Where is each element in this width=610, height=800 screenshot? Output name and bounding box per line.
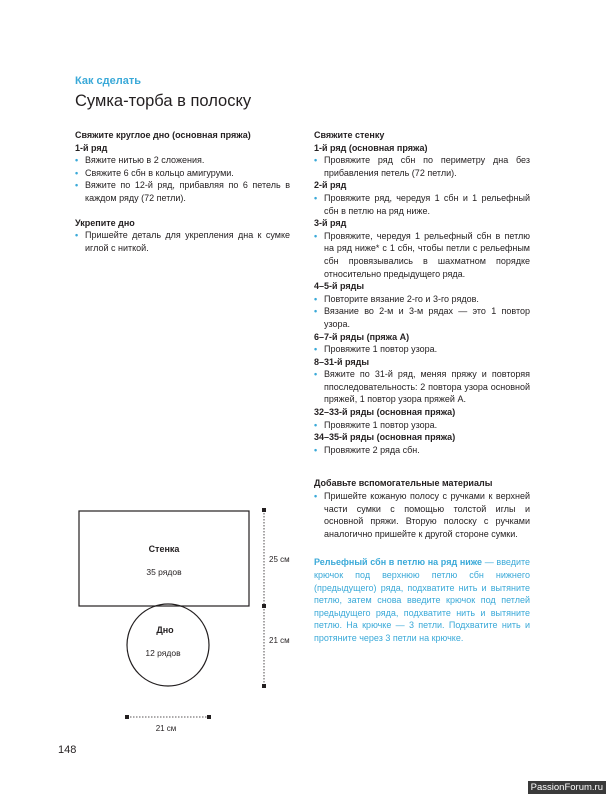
wall-label: Стенка: [148, 544, 180, 554]
bottom-rows: 12 рядов: [145, 648, 181, 658]
section-heading: 1-й ряд (основная пряжа): [314, 142, 428, 153]
list-item: • Пришейте деталь для укрепления дна к сумке иглой с ниткой.: [75, 229, 290, 254]
dim-marker: [262, 604, 266, 608]
list-item: • Провяжите 1 повтор узора.: [314, 419, 530, 432]
list-item: • Провяжите ряд, чередуя 1 сбн и 1 рельефный сбн в петлю на ряд ниже.: [314, 192, 530, 217]
page-title: Сумка-торба в полоску: [75, 92, 252, 110]
tip-text: — введите крючок под верхнюю петлю сбн нижнего (предыдущего) ряда, подхватите нить и вытяните петлю, затем снова введите крючок под петлей предыдущего ряда, подхватите нить и вытяните петлю. На крючке — 3 петли. Подхватите нить и протяните через 3 петли на крючке.: [314, 557, 531, 643]
section-heading: 3-й ряд: [314, 218, 347, 229]
bottom-circle: [127, 604, 209, 686]
section-heading: 34–35-й ряды (основная пряжа): [314, 432, 456, 443]
list-item: • Вяжите по 31-й ряд, меняя пряжу и повторяя ппоследовательность: 2 повтора узора основной пряжей, 1 повтор узора пряжей А.: [314, 368, 530, 406]
section-heading: 32–33-й ряды (основная пряжа): [314, 407, 456, 418]
wall-heading: Свяжите стенку: [314, 130, 385, 140]
height-bottom-label: 21 см: [269, 636, 290, 645]
list-item: • Вяжите нитью в 2 сложения.: [75, 154, 290, 167]
bottom-heading: Свяжите круглое дно (основная пряжа): [75, 130, 251, 140]
tip-title: Рельефный сбн в петлю на ряд ниже: [314, 557, 483, 568]
list-item: • Провяжите 1 повтор узора.: [314, 343, 530, 356]
list-item: • Пришейте кожаную полосу с ручками к верхней части сумки с помощью толстой иглы и основной пряжи. Вторую полоску с ручками аналогично пришейте к другой стороне сумки.: [314, 490, 530, 540]
dim-marker: [262, 508, 266, 512]
wall-rows: 35 рядов: [146, 567, 182, 577]
list-item: • Провяжите ряд сбн по периметру дна без прибавления петель (72 петли).: [314, 154, 530, 179]
section-heading: 8–31-й ряды: [314, 356, 370, 367]
dim-marker: [207, 715, 211, 719]
section-heading: 4–5-й ряды: [314, 281, 365, 292]
bottom-label: Дно: [156, 625, 174, 635]
height-wall-label: 25 см: [269, 555, 290, 564]
row1-heading: 1-й ряд: [75, 142, 108, 153]
list-item: • Вяжите по 12-й ряд, прибавляя по 6 петель в каждом ряду (72 петли).: [75, 179, 290, 204]
list-item: • Свяжите 6 сбн в кольцо амигуруми.: [75, 167, 290, 180]
width-bottom-label: 21 см: [155, 724, 177, 733]
list-item: • Повторите вязание 2-го и 3-го рядов.: [314, 293, 530, 306]
watermark: PassionForum.ru: [528, 781, 606, 794]
list-item: • Вязание во 2-м и 3-м рядах — это 1 повтор узора.: [314, 305, 530, 330]
reinforce-heading: Укрепите дно: [75, 217, 135, 228]
dim-marker: [125, 715, 129, 719]
page-number: 148: [58, 744, 77, 756]
list-item: • Провяжите 2 ряда сбн.: [314, 444, 530, 457]
section-heading: 2-й ряд: [314, 180, 347, 191]
wall-rect: [79, 511, 249, 606]
list-item: • Провяжите, чередуя 1 рельефный сбн в петлю на ряд ниже* с 1 сбн, чтобы петли с рельефным сбн провязывались в шахматном порядке относительно предыдущего ряда.: [314, 230, 530, 280]
section-heading: 6–7-й ряды (пряжа А): [314, 331, 410, 342]
dim-marker: [262, 684, 266, 688]
kicker: Как сделать: [75, 75, 141, 87]
extras-heading: Добавьте вспомогательные материалы: [314, 478, 493, 489]
